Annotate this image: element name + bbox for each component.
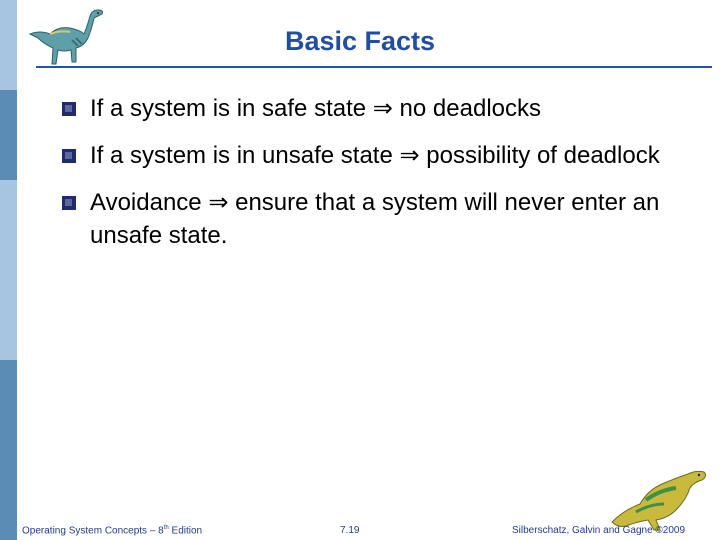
implies-arrow: ⇒: [372, 95, 393, 122]
bullet-text: If a system is in safe state: [90, 95, 373, 122]
footer-book-prefix: Operating System Concepts – 8: [22, 525, 164, 536]
dinosaur-icon: [606, 460, 710, 532]
bullet-list: [62, 92, 682, 266]
implies-arrow: ⇒: [208, 189, 229, 216]
side-bar-segment: [0, 180, 17, 360]
footer-book-superscript: th: [163, 524, 169, 531]
footer-book-suffix: Edition: [168, 525, 203, 536]
square-bullet-icon: [62, 102, 76, 116]
bullet-text: Avoidance: [90, 189, 209, 216]
bullet-text: If a system is in unsafe state: [90, 142, 400, 169]
bullet-item: [62, 139, 682, 172]
side-bar: [0, 0, 17, 540]
bullet-text: no deadlocks: [392, 95, 541, 122]
bullet-text: possibility of deadlock: [419, 142, 660, 169]
square-bullet-icon: [62, 196, 76, 210]
square-bullet-icon: [62, 149, 76, 163]
bullet-text: ensure that a system will never enter an unsafe state.: [90, 189, 660, 249]
slide-title: Basic Facts: [284, 26, 436, 56]
footer-book-title: [22, 525, 202, 536]
bullet-item: [62, 186, 682, 252]
footer-copyright: Silberschatz, Galvin and Gagne ©2009: [512, 525, 686, 536]
title-underline: [36, 66, 712, 68]
footer-page-number: 7.19: [340, 525, 360, 536]
bullet-item: [62, 92, 682, 125]
implies-arrow: ⇒: [399, 142, 420, 169]
